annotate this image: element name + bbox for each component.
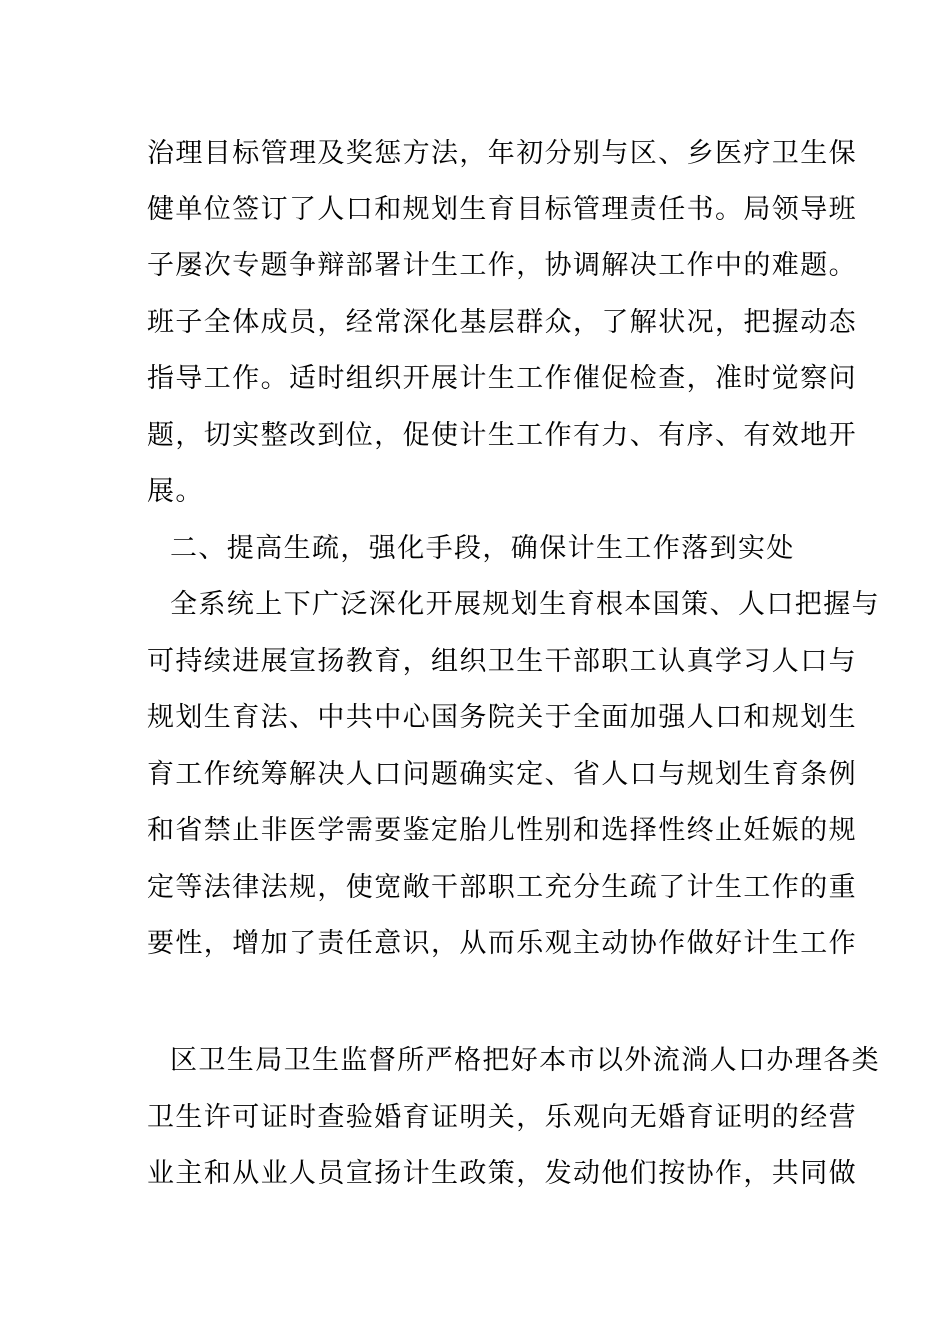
section-heading: 二、提高生疏，强化手段，确保计生工作落到实处 <box>170 533 795 564</box>
text-line: 区卫生局卫生监督所严格把好本市以外流淌人口办理各类 <box>170 1045 880 1076</box>
text-line: 子屡次专题争辩部署计生工作，协调解决工作中的难题。 <box>147 250 857 281</box>
text-line: 展。 <box>147 476 204 507</box>
text-line: 题，切实整改到位，促使计生工作有力、有序、有效地开 <box>147 420 857 451</box>
text-line: 治理目标管理及奖惩方法，年初分别与区、乡医疗卫生保 <box>147 138 857 169</box>
text-line: 要性，增加了责任意识，从而乐观主动协作做好计生工作 <box>147 928 857 959</box>
text-line: 育工作统筹解决人口问题确实定、省人口与规划生育条例 <box>147 759 857 790</box>
text-line: 业主和从业人员宣扬计生政策，发动他们按协作，共同做 <box>147 1158 857 1189</box>
text-line: 全系统上下广泛深化开展规划生育根本国策、人口把握与 <box>170 589 880 620</box>
text-line: 可持续进展宣扬教育，组织卫生干部职工认真学习人口与 <box>147 646 857 677</box>
text-line: 班子全体成员，经常深化基层群众，了解状况，把握动态 <box>147 307 857 338</box>
text-line: 健单位签订了人口和规划生育目标管理责任书。局领导班 <box>147 194 857 225</box>
text-line: 定等法律法规，使宽敞干部职工充分生疏了计生工作的重 <box>147 872 857 903</box>
text-line: 卫生许可证时查验婚育证明关，乐观向无婚育证明的经营 <box>147 1102 857 1133</box>
text-line: 指导工作。适时组织开展计生工作催促检查，准时觉察问 <box>147 363 857 394</box>
text-line: 和省禁止非医学需要鉴定胎儿性别和选择性终止妊娠的规 <box>147 815 857 846</box>
text-line: 规划生育法、中共中心国务院关于全面加强人口和规划生 <box>147 702 857 733</box>
